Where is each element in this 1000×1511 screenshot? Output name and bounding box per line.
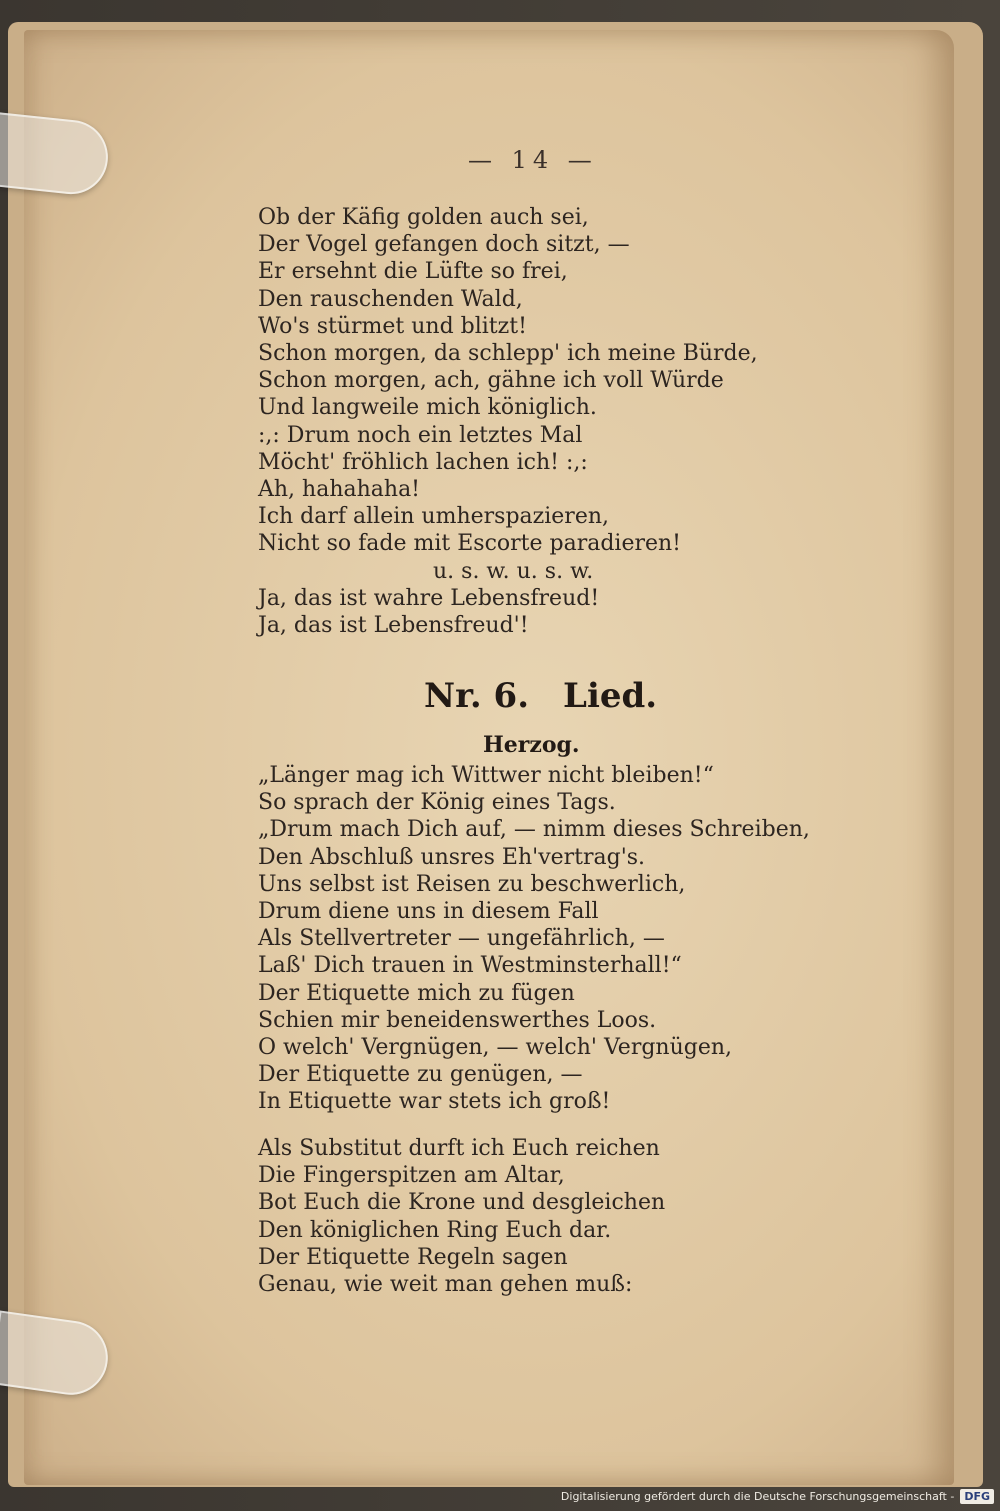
speaker-name: Herzog. (483, 732, 580, 758)
verse-line: Wo's stürmet und blitzt! (258, 313, 527, 339)
verse-line: Nicht so fade mit Escorte paradieren! (258, 531, 682, 557)
stanza-3 (258, 1135, 665, 1298)
footer-credit: Digitalisierung gefördert durch die Deutsche Forschungsgemeinschaft - (560, 1489, 955, 1503)
verse-line: So sprach der König eines Tags. (258, 790, 616, 816)
verse-line: In Etiquette war stets ich groß! (258, 1089, 611, 1115)
verse-line: Er ersehnt die Lüfte so frei, (258, 259, 568, 285)
song-number: Nr. 6. (424, 676, 530, 716)
verse-line: Und langweile mich königlich. (258, 395, 597, 421)
verse-line-etc: u. s. w. u. s. w. (433, 558, 594, 584)
verse-line: Den Abschluß unsres Eh'vertrag's. (258, 844, 646, 870)
verse-line: Der Etiquette zu genügen, — (258, 1062, 583, 1088)
verse-line: Als Stellvertreter — ungefährlich, — (258, 926, 665, 952)
verse-line: Laß' Dich trauen in Westminsterhall!“ (258, 953, 682, 979)
verse-line: Genau, wie weit man gehen muß: (258, 1272, 633, 1298)
verse-line: Schon morgen, ach, gähne ich voll Würde (258, 368, 724, 394)
verse-line: Ob der Käfig golden auch sei, (258, 205, 589, 230)
verse-line: Schien mir beneidenswerthes Loos. (258, 1007, 657, 1033)
dfg-logo-icon: DFG (960, 1489, 994, 1504)
verse-line: „Drum mach Dich auf, — nimm dieses Schreiben, (258, 817, 810, 843)
verse-line: Ich darf allein umherspazieren, (258, 504, 610, 530)
verse-line: Ja, das ist Lebensfreud'! (258, 613, 529, 639)
verse-line: Den rauschenden Wald, (258, 286, 523, 312)
verse-line: Der Etiquette Regeln sagen (258, 1244, 568, 1270)
verse-line: Ah, hahahaha! (258, 477, 421, 503)
stanza-2 (258, 762, 810, 1116)
song-heading (424, 676, 657, 716)
verse-line: Als Substitut durft ich Euch reichen (258, 1136, 660, 1161)
digitization-footer (561, 1485, 994, 1507)
verse-line: Bot Euch die Krone und desgleichen (258, 1190, 666, 1216)
verse-line: O welch' Vergnügen, — welch' Vergnügen, (258, 1035, 733, 1061)
song-title: Lied. (563, 676, 658, 716)
verse-line: Der Etiquette mich zu fügen (258, 980, 575, 1006)
verse-line: Die Fingerspitzen am Altar, (258, 1163, 565, 1189)
verse-line: Ja, das ist wahre Lebensfreud! (258, 585, 600, 611)
verse-line: Den königlichen Ring Euch dar. (258, 1217, 612, 1243)
verse-line: Der Vogel gefangen doch sitzt, — (258, 232, 630, 258)
stanza-1 (258, 204, 758, 639)
verse-line: Drum diene uns in diesem Fall (258, 899, 599, 925)
verse-line: :,: Drum noch ein letztes Mal (258, 422, 583, 448)
verse-line: Möcht' fröhlich lachen ich! :,: (258, 449, 588, 475)
page-number: — 14 — (468, 146, 598, 174)
verse-line: Uns selbst ist Reisen zu beschwerlich, (258, 871, 686, 897)
verse-line: „Länger mag ich Wittwer nicht bleiben!“ (258, 763, 714, 788)
verse-line: Schon morgen, da schlepp' ich meine Bürde, (258, 341, 758, 367)
